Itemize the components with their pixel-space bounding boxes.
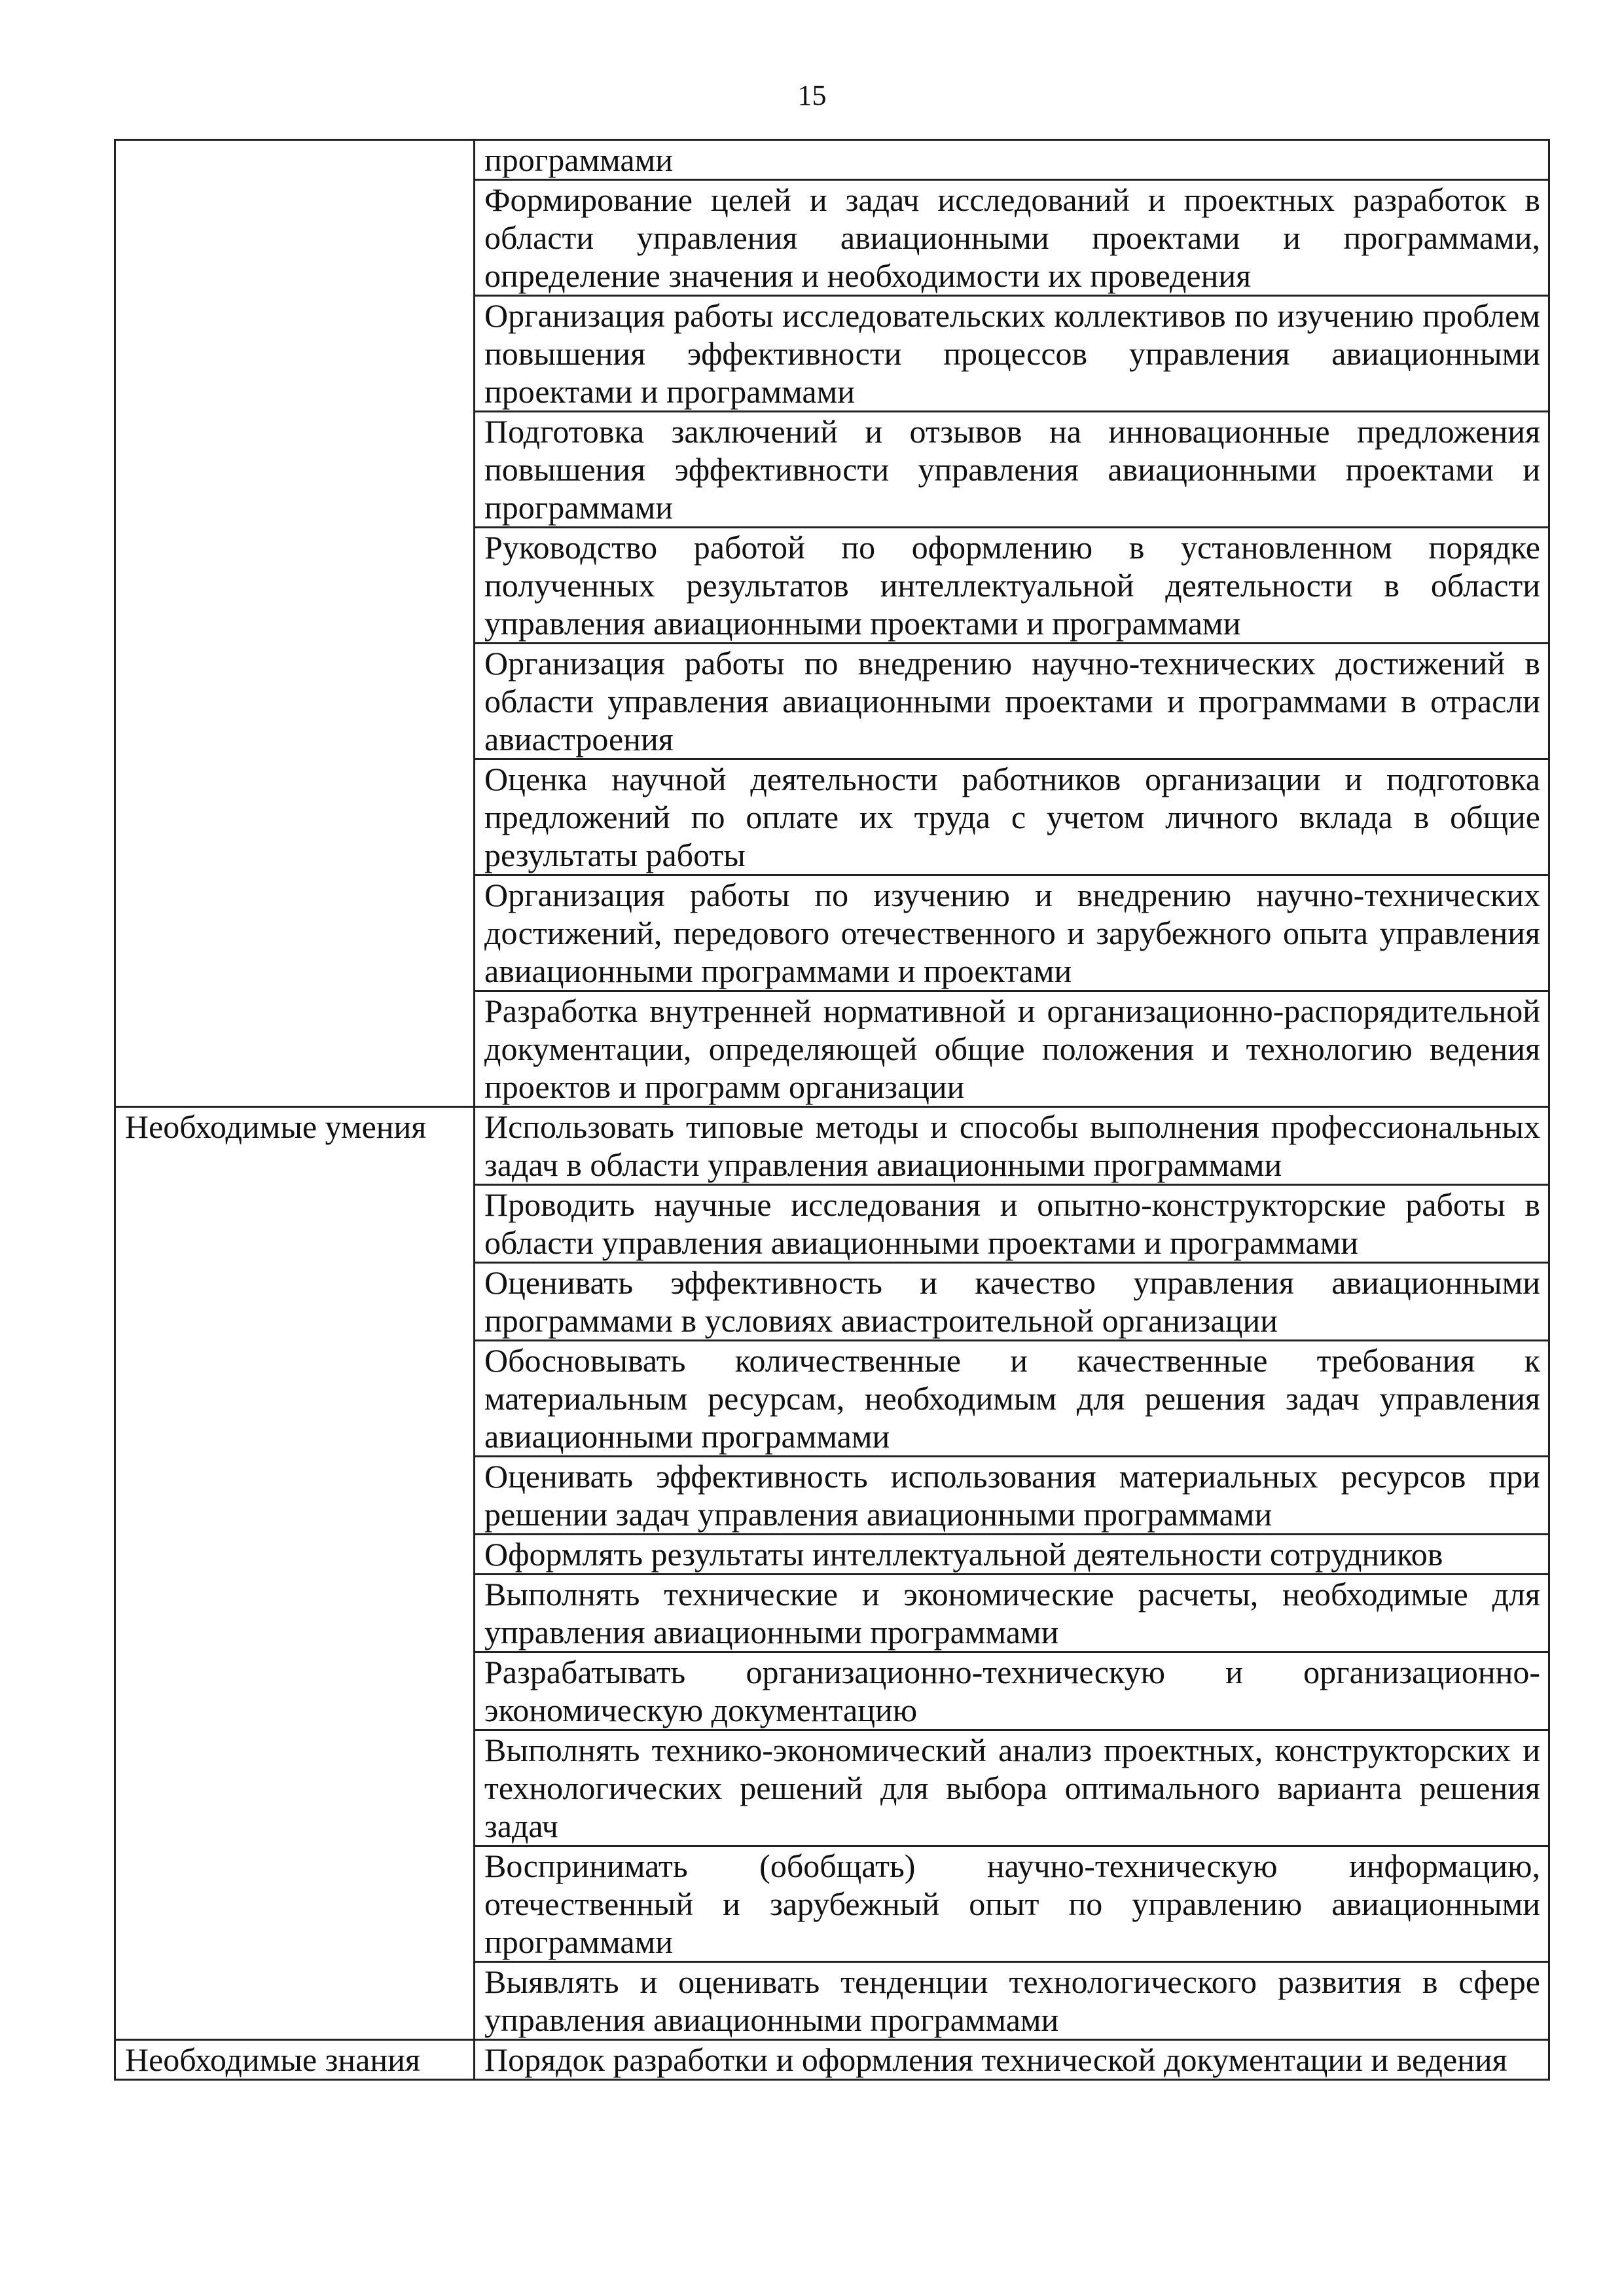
table-cell: Руководство работой по оформлению в установленном порядке полученных результатов интеллектуальной деятельности в области управления авиационными проектами и программами bbox=[475, 528, 1549, 644]
table-cell: Оценка научной деятельности работников организации и подготовка предложений по оплате их труда с учетом личного вклада в общие результаты работы bbox=[475, 759, 1549, 875]
table-cell: Проводить научные исследования и опытно-конструкторские работы в области управления авиационными проектами и программами bbox=[475, 1185, 1549, 1263]
table-cell: Формирование целей и задач исследований и проектных разработок в области управления авиационными проектами и программами, определение значения и необходимости их проведения bbox=[475, 180, 1549, 296]
table-cell: Порядок разработки и оформления технической документации и ведения bbox=[475, 2040, 1549, 2080]
table-cell: Разработка внутренней нормативной и организационно-распорядительной документации, определяющей общие положения и технологию ведения проектов и программ организации bbox=[475, 991, 1549, 1107]
table-cell: Организация работы исследовательских коллективов по изучению проблем повышения эффективности процессов управления авиационными проектами и программами bbox=[475, 296, 1549, 412]
table-cell: Выполнять технические и экономические расчеты, необходимые для управления авиационными программами bbox=[475, 1575, 1549, 1652]
table-cell: Оформлять результаты интеллектуальной деятельности сотрудников bbox=[475, 1535, 1549, 1575]
table-cell: Оценивать эффективность и качество управления авиационными программами в условиях авиастроительной организации bbox=[475, 1263, 1549, 1341]
requirements-table bbox=[114, 139, 1550, 2081]
table-cell: Обосновывать количественные и качественные требования к материальным ресурсам, необходимым для решения задач управления авиационными программами bbox=[475, 1341, 1549, 1457]
table-cell: Организация работы по изучению и внедрению научно-технических достижений, передового отечественного и зарубежного опыта управления авиационными программами и проектами bbox=[475, 875, 1549, 991]
table-cell: Воспринимать (обобщать) научно-техническую информацию, отечественный и зарубежный опыт по управлению авиационными программами bbox=[475, 1846, 1549, 1962]
page-number: 15 bbox=[797, 79, 827, 111]
knowledge-label: Необходимые знания bbox=[115, 2040, 475, 2080]
table-cell: Выявлять и оценивать тенденции технологического развития в сфере управления авиационными программами bbox=[475, 1962, 1549, 2040]
table-cell: Оценивать эффективность использования материальных ресурсов при решении задач управления авиационными программами bbox=[475, 1457, 1549, 1535]
table-cell: Выполнять технико-экономический анализ проектных, конструкторских и технологических решений для выбора оптимального варианта решения задач bbox=[475, 1730, 1549, 1846]
skills-label: Необходимые умения bbox=[115, 1107, 475, 2040]
table-row bbox=[115, 2040, 1549, 2080]
table-cell: программами bbox=[475, 140, 1549, 180]
continuation-label-cell bbox=[115, 140, 475, 1107]
table-cell: Организация работы по внедрению научно-технических достижений в области управления авиационными проектами и программами в отрасли авиастроения bbox=[475, 644, 1549, 759]
table-cell: Использовать типовые методы и способы выполнения профессиональных задач в области управления авиационными программами bbox=[475, 1107, 1549, 1185]
table-cell: Разрабатывать организационно-техническую и организационно-экономическую документацию bbox=[475, 1652, 1549, 1730]
table-row bbox=[115, 1107, 1549, 1185]
table-row bbox=[115, 140, 1549, 180]
table-cell: Подготовка заключений и отзывов на инновационные предложения повышения эффективности управления авиационными проектами и программами bbox=[475, 412, 1549, 528]
